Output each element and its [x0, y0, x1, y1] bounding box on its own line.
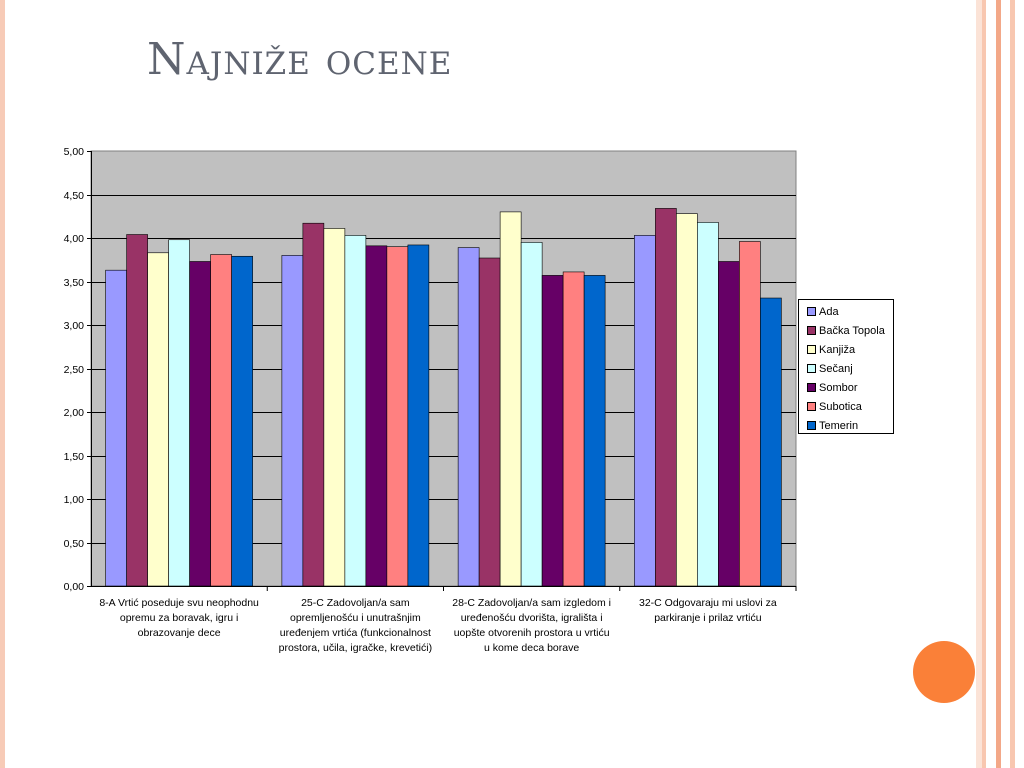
title-initial: N: [147, 34, 187, 85]
y-tick-label: 2,50: [63, 364, 84, 376]
legend-item: [799, 378, 893, 397]
legend-swatch: [807, 364, 816, 373]
legend-label: Bačka Topola: [819, 324, 885, 337]
bar-subotica: [739, 241, 760, 586]
bar-kanjiža: [500, 212, 521, 586]
bar-sombor: [718, 261, 739, 586]
legend-swatch: [807, 402, 816, 411]
bar-ada: [634, 235, 655, 586]
bar-kanjiža: [324, 228, 345, 586]
decorative-orange-circle: [913, 641, 975, 703]
bar-bačka-topola: [655, 208, 676, 586]
x-category-label-line: 28-C Zadovoljan/a sam izgledom i: [452, 597, 611, 609]
x-category-label-line: opremu za boravak, igru i: [119, 612, 239, 624]
y-tick-label: 4,50: [63, 190, 84, 202]
x-category-label-line: 25-C Zadovoljan/a sam: [301, 597, 410, 609]
x-category-label: [444, 596, 620, 656]
chart-legend: [798, 299, 894, 434]
x-category-label-line: 8-A Vrtić poseduje svu neophodnu: [99, 597, 259, 609]
bar-temerin: [232, 256, 253, 586]
legend-item: [799, 321, 893, 340]
legend-label: Sečanj: [819, 362, 853, 375]
bar-subotica: [387, 247, 408, 586]
y-tick-label: 0,50: [63, 538, 84, 550]
x-category-label-line: uređenošću dvorišta, igrališta i: [460, 612, 603, 624]
y-tick-label: 3,00: [63, 320, 84, 332]
x-category-label-line: u kome deca borave: [484, 642, 580, 654]
legend-label: Kanjiža: [819, 343, 856, 356]
legend-label: Subotica: [819, 400, 862, 413]
y-tick-label: 1,00: [63, 494, 84, 506]
x-category-label-line: uređenjem vrtića (funkcionalnost: [279, 627, 431, 639]
bar-sečanj: [345, 235, 366, 586]
x-category-label-line: opremljenošću i unutrašnjim: [290, 612, 421, 624]
x-category-label-line: prostora, učila, igračke, krevetići): [278, 642, 433, 654]
bar-sombor: [366, 246, 387, 586]
bar-bačka-topola: [479, 258, 500, 586]
legend-item: [799, 397, 893, 416]
bar-subotica: [211, 255, 232, 586]
bar-ada: [458, 248, 479, 586]
bar-temerin: [584, 275, 605, 586]
legend-item: [799, 302, 893, 321]
y-tick-label: 3,50: [63, 277, 84, 289]
bar-ada: [106, 270, 127, 586]
x-category-label-line: parkiranje i prilaz vrtiću: [654, 612, 762, 624]
legend-swatch: [807, 345, 816, 354]
x-category-label: [620, 596, 796, 626]
bar-sombor: [190, 261, 211, 586]
x-category-label: [267, 596, 443, 656]
x-category-label: [91, 596, 267, 641]
legend-item: [799, 340, 893, 359]
bar-bačka-topola: [303, 223, 324, 586]
legend-swatch: [807, 307, 816, 316]
legend-item: [799, 416, 893, 435]
y-tick-label: 5,00: [63, 146, 84, 158]
x-category-label-line: 32-C Odgovaraju mi uslovi za: [639, 597, 777, 609]
legend-item: [799, 359, 893, 378]
x-category-label-line: obrazovanje dece: [137, 627, 221, 639]
legend-swatch: [807, 383, 816, 392]
legend-label: Ada: [819, 305, 839, 318]
y-tick-label: 4,00: [63, 233, 84, 245]
bar-ada: [282, 255, 303, 586]
y-tick-label: 1,50: [63, 451, 84, 463]
y-tick-label: 0,00: [63, 581, 84, 593]
bar-sombor: [542, 275, 563, 586]
legend-swatch: [807, 326, 816, 335]
bar-kanjiža: [148, 253, 169, 586]
bar-sečanj: [169, 240, 190, 586]
legend-label: Temerin: [819, 419, 859, 432]
bar-bačka-topola: [127, 235, 148, 586]
bar-sečanj: [697, 222, 718, 586]
bar-temerin: [760, 298, 781, 586]
bar-subotica: [563, 272, 584, 586]
bar-kanjiža: [676, 214, 697, 586]
legend-label: Sombor: [819, 381, 858, 394]
y-tick-label: 2,00: [63, 407, 84, 419]
legend-swatch: [807, 421, 816, 430]
bar-temerin: [408, 245, 429, 586]
x-category-label-line: uopšte otvorenih prostora u vrtiću: [453, 627, 610, 639]
title-rest: ajniže ocene: [186, 34, 453, 85]
bar-sečanj: [521, 242, 542, 586]
